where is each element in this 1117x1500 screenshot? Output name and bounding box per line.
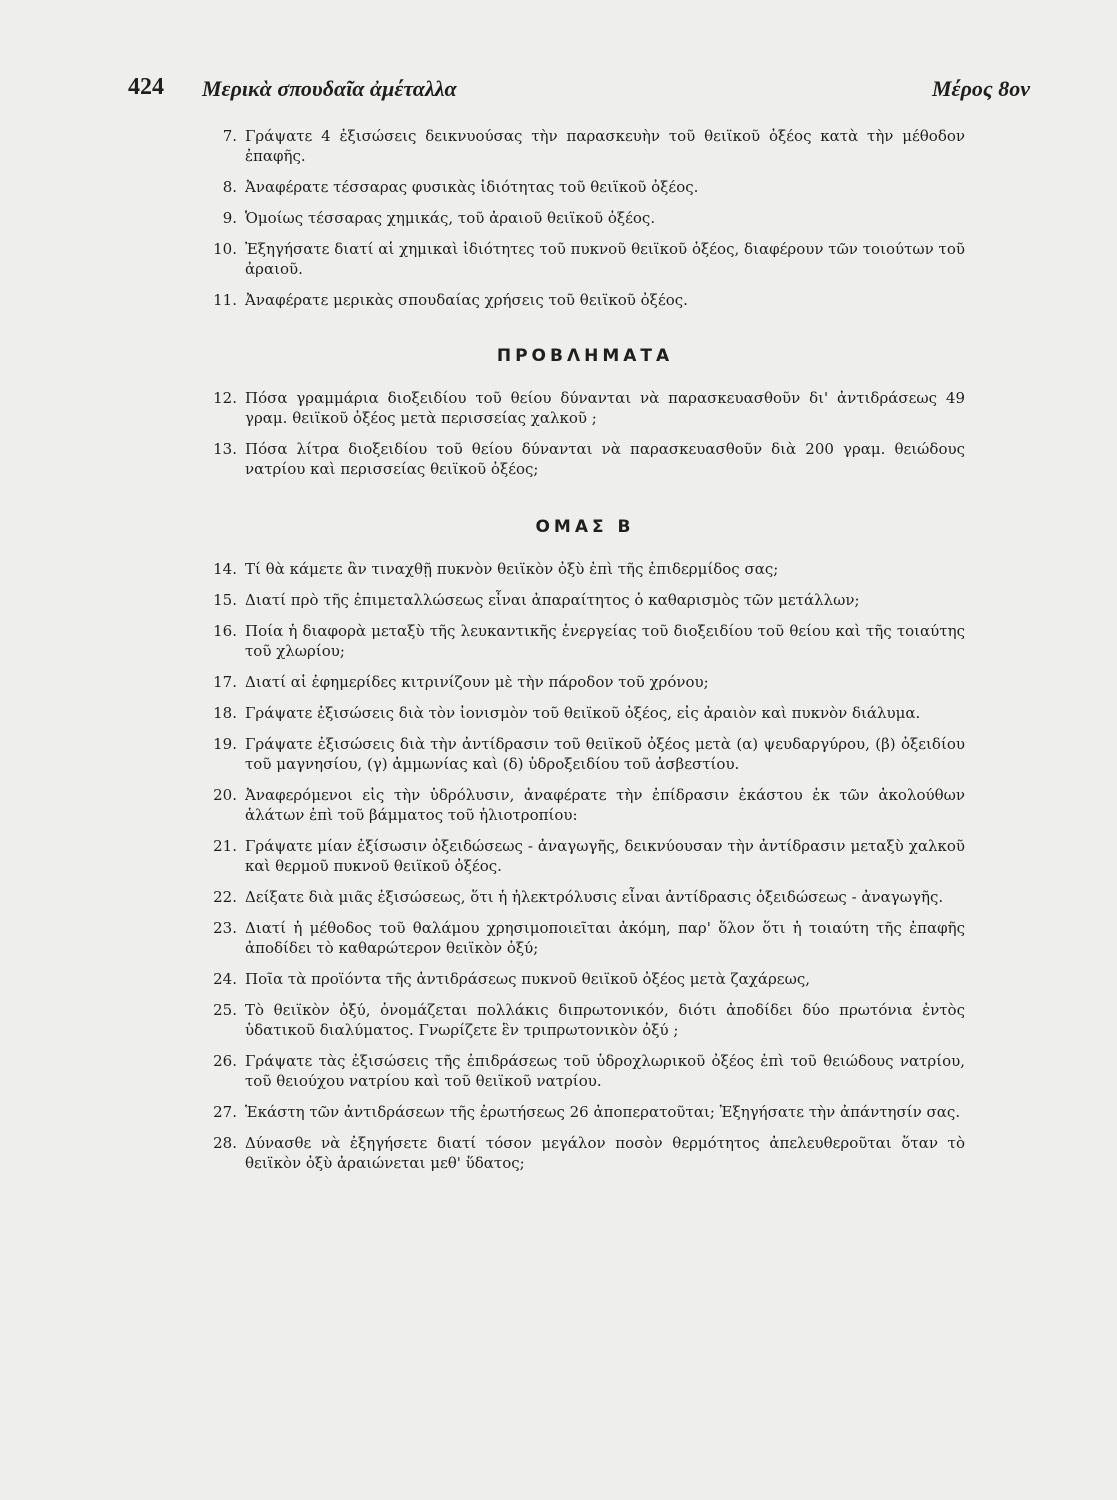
part-label: Μέρος 8ον (932, 76, 1030, 101)
question-item: 9. Ὁμοίως τέσσαρας χημικάς, τοῦ ἀραιοῦ θειϊκοῦ ὀξέος. (222, 209, 656, 227)
page-body (205, 120, 965, 1173)
question-item: 27. Ἑκάστη τῶν ἀντιδράσεων τῆς ἐρωτήσεως 26 ἀποπερατοῦται; Ἐξηγήσατε τὴν ἀπάντησίν σας. (213, 1103, 961, 1121)
question-item: 11. Ἀναφέρατε μερικὰς σπουδαίας χρήσεις τοῦ θειϊκοῦ ὀξέος. (213, 291, 688, 309)
section-heading-group-b: ΟΜΑΣ Β (535, 517, 635, 537)
question-item: 15. Διατί πρὸ τῆς ἐπιμεταλλώσεως εἶναι ἀπαραίτητος ὁ καθαρισμὸς τῶν μετάλλων; (213, 591, 860, 609)
page-number: 424 (128, 74, 164, 100)
question-item: 19. Γράψατε ἐξισώσεις διὰ τὴν ἀντίδρασιν τοῦ θειϊκοῦ ὀξέος μετὰ (α) ψευδαργύρου, (β) ὀξειδίου τοῦ μαγνησίου, (γ) ἀμμωνίας καὶ (δ) ὑδροξειδίου τοῦ ἀσβεστίου. (213, 735, 965, 773)
running-title: Μερικὰ σπουδαῖα ἀμέταλλα (202, 76, 457, 101)
question-item: 22. Δείξατε διὰ μιᾶς ἐξισώσεως, ὅτι ἡ ἠλεκτρόλυσις εἶναι ἀντίδρασις ὀξειδώσεως - ἀναγωγῆς. (213, 888, 944, 906)
question-item: 10. Ἐξηγήσατε διατί αἱ χημικαὶ ἰδιότητες τοῦ πυκνοῦ θειϊκοῦ ὀξέος, διαφέρουν τῶν τοιούτων τοῦ ἀραιοῦ. (213, 240, 965, 278)
question-item: 18. Γράψατε ἐξισώσεις διὰ τὸν ἰονισμὸν τοῦ θειϊκοῦ ὀξέος, εἰς ἀραιὸν καὶ πυκνὸν διάλυμα. (213, 704, 921, 722)
page-header (128, 74, 1030, 104)
question-item: 26. Γράψατε τὰς ἐξισώσεις τῆς ἐπιδράσεως τοῦ ὑδροχλωρικοῦ ὀξέος ἐπὶ τοῦ θειώδους νατρίου, τοῦ θειούχου νατρίου καὶ τοῦ θειϊκοῦ νατρίου. (213, 1052, 965, 1090)
question-item: 14. Τί θὰ κάμετε ἂν τιναχθῇ πυκνὸν θειϊκὸν ὀξὺ ἐπὶ τῆς ἐπιδερμίδος σας; (213, 560, 779, 578)
problem-item: 12. Πόσα γραμμάρια διοξειδίου τοῦ θείου δύνανται νὰ παρασκευασθοῦν δι' ἀντιδράσεως 49 γραμ. θειϊκοῦ ὀξέος μετὰ περισσείας χαλκοῦ ; (213, 389, 965, 427)
question-item: 28. Δύνασθε νὰ ἐξηγήσετε διατί τόσον μεγάλον ποσὸν θερμότητος ἀπελευθεροῦται ὅταν τὸ θειϊκὸν ὀξὺ ἀραιώνεται μεθ' ὕδατος; (213, 1134, 965, 1172)
question-item: 24. Ποῖα τὰ προϊόντα τῆς ἀντιδράσεως πυκνοῦ θειϊκοῦ ὀξέος μετὰ ζαχάρεως, (213, 970, 810, 988)
question-item: 20. Ἀναφερόμενοι εἰς τὴν ὑδρόλυσιν, ἀναφέρατε τὴν ἐπίδρασιν ἑκάστου ἐκ τῶν ἀκολούθων ἁλάτων ἐπὶ τοῦ βάμματος τοῦ ἡλιοτροπίου: (213, 786, 965, 824)
question-item: 21. Γράψατε μίαν ἐξίσωσιν ὀξειδώσεως - ἀναγωγῆς, δεικνύουσαν τὴν ἀντίδρασιν μεταξὺ χαλκοῦ καὶ θερμοῦ πυκνοῦ θειϊκοῦ ὀξέος. (213, 837, 965, 875)
section-heading-problems: ΠΡΟΒΛΗΜΑΤΑ (496, 346, 674, 366)
question-item: 17. Διατί αἱ ἐφημερίδες κιτρινίζουν μὲ τὴν πάροδον τοῦ χρόνου; (213, 673, 709, 691)
problem-item: 13. Πόσα λίτρα διοξειδίου τοῦ θείου δύνανται νὰ παρασκευασθοῦν διὰ 200 γραμ. θειώδους νατρίου καὶ περισσείας θειϊκοῦ ὀξέος; (213, 440, 965, 478)
question-item: 7. Γράψατε 4 ἐξισώσεις δεικνυούσας τὴν παρασκευὴν τοῦ θειϊκοῦ ὀξέος κατὰ τὴν μέθοδον ἐπαφῆς. (222, 127, 965, 165)
question-item: 8. Ἀναφέρατε τέσσαρας φυσικὰς ἰδιότητας τοῦ θειϊκοῦ ὀξέος. (222, 178, 699, 196)
question-item: 25. Τὸ θειϊκὸν ὀξύ, ὀνομάζεται πολλάκις διπρωτονικόν, διότι ἀποδίδει δύο πρωτόνια ἐντὸς ὑδατικοῦ διαλύματος. Γνωρίζετε ἓν τριπρωτονικὸν ὀξύ ; (213, 1001, 965, 1039)
question-item: 23. Διατί ἡ μέθοδος τοῦ θαλάμου χρησιμοποιεῖται ἀκόμη, παρ' ὅλον ὅτι ἡ τοιαύτη τῆς ἐπαφῆς ἀποδίδει τὸ καθαρώτερον θειϊκὸν ὀξύ; (213, 919, 965, 957)
question-item: 16. Ποία ἡ διαφορὰ μεταξὺ τῆς λευκαντικῆς ἐνεργείας τοῦ διοξειδίου τοῦ θείου καὶ τῆς τοιαύτης τοῦ χλωρίου; (213, 622, 965, 660)
show-through-left (8, 120, 213, 1460)
